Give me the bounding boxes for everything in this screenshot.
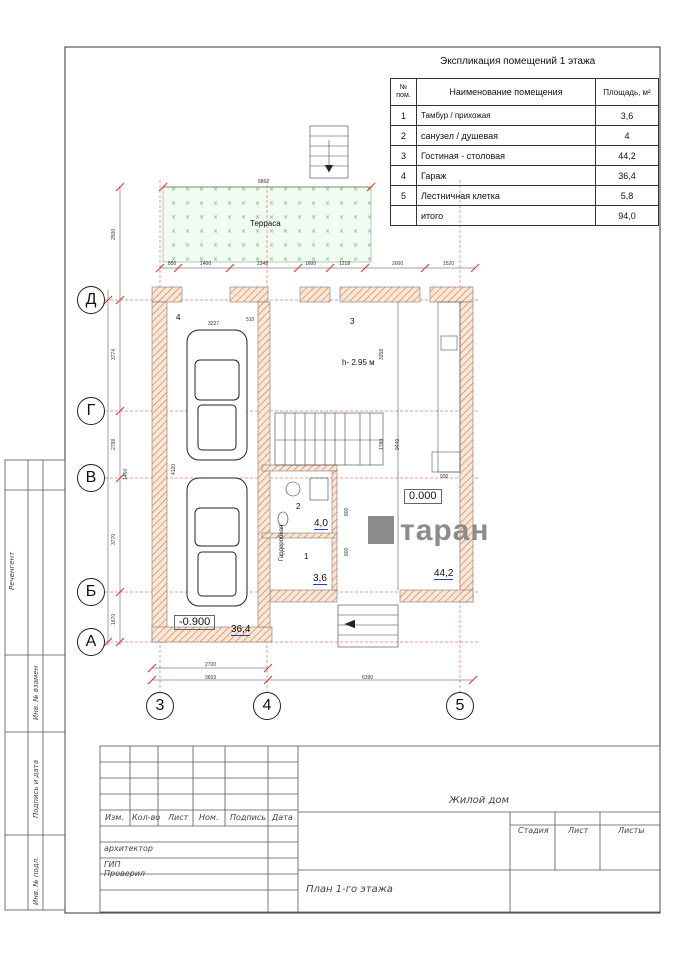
- axis-col-5: 5: [446, 692, 474, 720]
- entrance-steps: [338, 605, 398, 647]
- table-row: [391, 146, 659, 166]
- dim-side: 3774: [111, 348, 117, 360]
- dim-inner: 4120: [171, 463, 177, 475]
- row-num: 3: [391, 146, 417, 166]
- car-bottom: [187, 478, 247, 606]
- row-name: Тамбур / прихожая: [417, 106, 596, 126]
- dim-top: 2348: [257, 261, 269, 267]
- row-area: 3,6: [596, 106, 659, 126]
- col-kolvo: Кол-во: [132, 813, 161, 822]
- room-number-bath: 2: [296, 502, 301, 511]
- area-bath: 4,0: [314, 518, 328, 529]
- row-name: Лестничная клетка: [417, 186, 596, 206]
- table-row: [391, 106, 659, 126]
- dim-side: 2500: [111, 228, 117, 240]
- side-inv-orig: Инв. № подл.: [32, 856, 40, 905]
- axis-col-4: 4: [253, 692, 281, 720]
- row-name: Гараж: [417, 166, 596, 186]
- dim-top: 850: [168, 261, 177, 267]
- level-main: 0.000: [404, 489, 442, 504]
- col-izm: Изм.: [105, 813, 124, 822]
- col-data: Дата: [272, 813, 293, 822]
- row-num: [391, 206, 417, 226]
- row-area: 4: [596, 126, 659, 146]
- role-architect: архитектор: [104, 844, 153, 853]
- row-num: 1: [391, 106, 417, 126]
- sheets-col: Листы: [618, 826, 645, 835]
- row-name: итого: [417, 206, 596, 226]
- explication-header: [391, 79, 659, 106]
- dim-top: 2000: [392, 261, 404, 267]
- area-hall: 3,6: [313, 573, 327, 584]
- logo-mark-icon: [368, 516, 394, 544]
- header-num: № пом.: [391, 79, 417, 106]
- dim-bottom: 6390: [362, 675, 374, 681]
- car-top: [187, 330, 247, 460]
- axis-row-a: А: [77, 628, 105, 656]
- axis-row-d: Д: [77, 286, 105, 314]
- stage-col: Стадия: [518, 826, 549, 835]
- side-sign-date: Подпись и дата: [32, 760, 40, 818]
- row-area: 94,0: [596, 206, 659, 226]
- row-area: 36,4: [596, 166, 659, 186]
- table-row-total: [391, 206, 659, 226]
- header-area: Площадь, м²: [596, 79, 659, 106]
- ceiling-height: h- 2.95 м: [342, 358, 375, 367]
- dim-side: 2798: [111, 438, 117, 450]
- area-garage: 36,4: [231, 624, 251, 635]
- row-area: 44,2: [596, 146, 659, 166]
- side-agreed: Реченгент: [8, 551, 16, 590]
- table-row: [391, 166, 659, 186]
- col-podpis: Подпись: [230, 813, 266, 822]
- explication-title: Экспликация помещений 1 этажа: [440, 56, 596, 67]
- dim-inner: 9449: [395, 438, 401, 450]
- axis-row-v: В: [77, 464, 105, 492]
- axis-row-g: Г: [77, 397, 105, 425]
- room-number-hall: 1: [304, 552, 309, 561]
- room-number-living: 3: [350, 317, 355, 326]
- row-num: 5: [391, 186, 417, 206]
- sheet-name: План 1-го этажа: [306, 884, 393, 895]
- dim-inner: 3358: [379, 348, 385, 360]
- dim-side: 1460: [123, 468, 129, 480]
- axis-row-b: Б: [77, 578, 105, 606]
- dim-side: 3770: [111, 533, 117, 545]
- col-nom: Ном.: [199, 813, 219, 822]
- sheet-col: Лист: [568, 826, 589, 835]
- header-name: Наименование помещения: [417, 79, 596, 106]
- area-living: 44,2: [434, 568, 454, 579]
- top-stairs: [310, 126, 348, 178]
- dim-inner: 510: [246, 317, 255, 323]
- taran-logo: [368, 514, 490, 548]
- role-gip: ГИП: [104, 860, 121, 869]
- dim-inner: 800: [344, 547, 350, 556]
- dim-bottom: 2700: [205, 662, 217, 668]
- dim-inner: 3227: [208, 321, 220, 327]
- role-checked: Проверил: [104, 869, 146, 878]
- logo-text: таран: [400, 514, 490, 547]
- row-name: Гостиная - столовая: [417, 146, 596, 166]
- row-name: санузел / душевая: [417, 126, 596, 146]
- dim-inner: 930: [440, 474, 449, 480]
- row-area: 5,8: [596, 186, 659, 206]
- terrace-label: Терраса: [250, 219, 281, 228]
- dim-top: 1218: [339, 261, 351, 267]
- table-row: [391, 186, 659, 206]
- dim-inner: 1780: [379, 438, 385, 450]
- row-num: 2: [391, 126, 417, 146]
- axis-col-3: 3: [146, 692, 174, 720]
- dim-top: 1520: [443, 261, 455, 267]
- dim-side: 1670: [111, 613, 117, 625]
- level-garage: -0.900: [174, 615, 215, 630]
- table-row: [391, 126, 659, 146]
- room-number-garage: 4: [176, 313, 181, 322]
- dim-top: 1400: [200, 261, 212, 267]
- side-inv-replace: Инв. № взамен: [32, 665, 40, 720]
- col-list: Лист: [168, 813, 189, 822]
- project-name: Жилой дом: [449, 795, 510, 806]
- dim-inner: 800: [344, 507, 350, 516]
- dim-top: 1600: [305, 261, 317, 267]
- dim-bottom: 3603: [205, 675, 217, 681]
- inner-stairs: [275, 413, 383, 465]
- row-num: 4: [391, 166, 417, 186]
- dim-top-terrace: 6862: [258, 179, 270, 185]
- explication-table: [390, 78, 659, 226]
- wardrobe-label: Гардеробная: [279, 524, 285, 561]
